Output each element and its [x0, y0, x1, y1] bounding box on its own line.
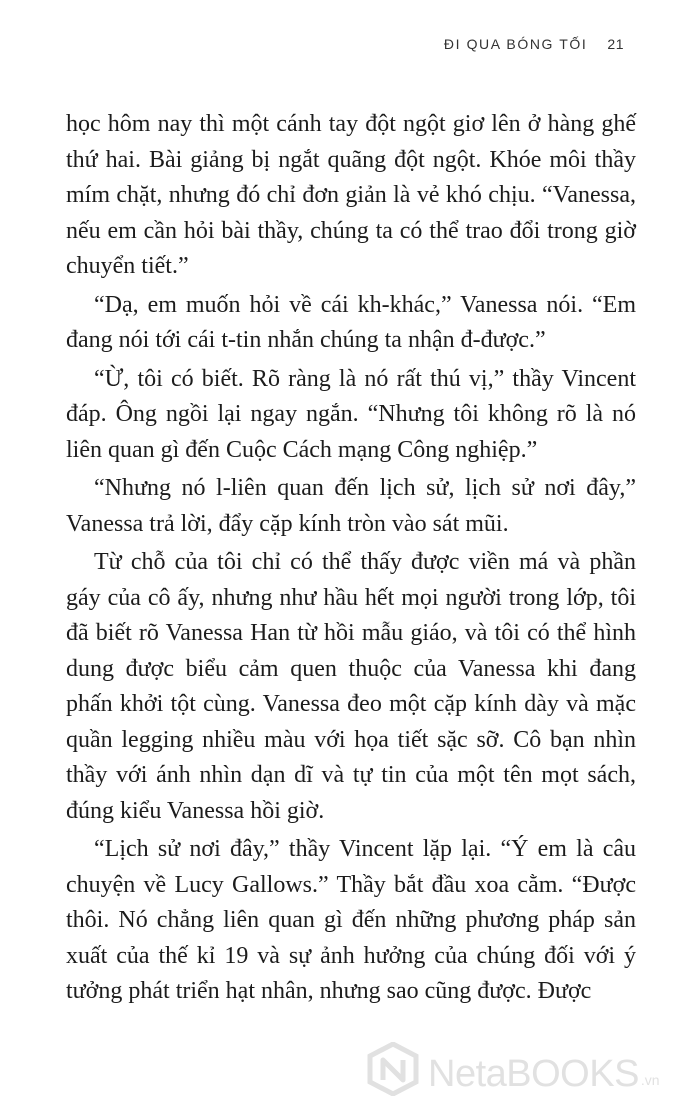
watermark-brand: NetaBOOKS: [428, 1053, 639, 1095]
paragraph: Từ chỗ của tôi chỉ có thể thấy được viền má và phần gáy của cô ấy, nhưng như hầu hết mọi người trong lớp, tôi đã biết rõ Vanessa Han từ hồi mẫu giáo, và tôi có thể hình dung được biểu cảm quen thuộc của Vanessa khi đang phấn khởi tột cùng. Vanessa đeo một cặp kính dày và mặc quần legging nhiều màu với họa tiết sặc sỡ. Cô bạn nhìn thầy với ánh nhìn dạn dĩ và tự tin của một tên mọt sách, đúng kiểu Vanessa hồi giờ.: [66, 549, 636, 824]
page-number: 21: [607, 36, 624, 52]
body-text: [66, 107, 636, 1010]
netabooks-logo-icon: [366, 1042, 420, 1096]
paragraph: “Nhưng nó l-liên quan đến lịch sử, lịch sử nơi đây,” Vanessa trả lời, đẩy cặp kính tròn vào sát mũi.: [66, 475, 636, 537]
watermark: [366, 1042, 660, 1096]
chapter-title: ĐI QUA BÓNG TỐI: [443, 36, 588, 52]
paragraph: “Lịch sử nơi đây,” thầy Vincent lặp lại. “Ý em là câu chuyện về Lucy Gallows.” Thầy bắt đầu xoa cằm. “Được thôi. Nó chẳng liên quan gì đến những phương pháp sản xuất của thế kỉ 19 và sự ảnh hưởng của chúng đối với ý tưởng phát triển hạt nhân, nhưng sao cũng được. Được: [66, 836, 636, 1004]
paragraph: “Ừ, tôi có biết. Rõ ràng là nó rất thú vị,” thầy Vincent đáp. Ông ngồi lại ngay ngắn. “Nhưng tôi không rõ là nó liên quan gì đến Cuộc Cách mạng Công nghiệp.”: [66, 365, 636, 463]
paragraph: “Dạ, em muốn hỏi về cái kh-khác,” Vanessa nói. “Em đang nói tới cái t-tin nhắn chúng ta nhận đ-được.”: [66, 291, 636, 353]
running-head: [444, 36, 624, 52]
paragraph: học hôm nay thì một cánh tay đột ngột giơ lên ở hàng ghế thứ hai. Bài giảng bị ngắt quãng đột ngột. Khóe môi thầy mím chặt, nhưng đó chỉ đơn giản là vẻ khó chịu. “Vanessa, nếu em cần hỏi bài thầy, chúng ta có thể trao đổi trong giờ chuyển tiết.”: [66, 111, 636, 279]
watermark-suffix: .vn: [640, 1072, 660, 1088]
